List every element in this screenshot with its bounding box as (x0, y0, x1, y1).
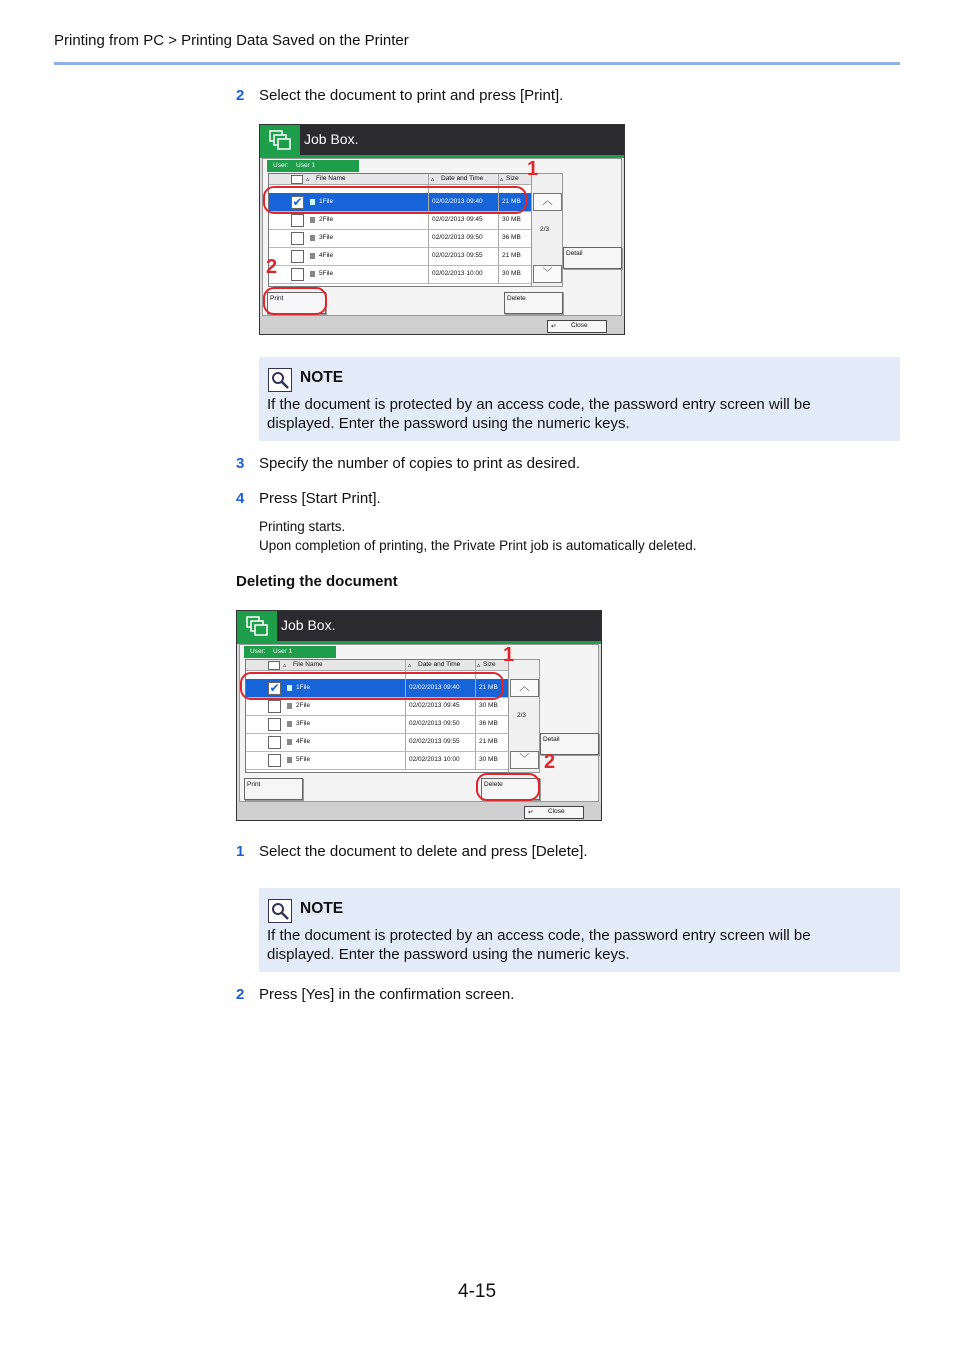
file-icon (310, 235, 315, 241)
step-text: Press [Start Print]. (259, 490, 381, 507)
scroll-panel (508, 659, 540, 773)
job-box-icon (237, 611, 277, 641)
file-name: 4File (319, 252, 334, 259)
highlight-ring (240, 672, 504, 700)
user-label: User: (273, 162, 289, 169)
callout-number: 2 (544, 751, 556, 773)
file-icon (310, 271, 315, 277)
file-date: 02/02/2013 09:45 (409, 702, 460, 709)
highlight-ring (263, 186, 527, 214)
page-number: 4-15 (458, 1281, 497, 1302)
sort-name-icon[interactable]: ▵ (283, 662, 287, 669)
result-text: Upon completion of printing, the Private Print job is automatically deleted. (259, 538, 697, 553)
file-size: 21 MB (502, 252, 521, 259)
file-date: 02/02/2013 09:50 (432, 234, 483, 241)
file-name: 2File (319, 216, 334, 223)
screen-footer (260, 316, 624, 334)
user-value: User 1 (296, 162, 316, 169)
file-name: 1File (296, 684, 311, 691)
note-box (259, 357, 900, 441)
note-body: If the document is protected by an access code, the password entry screen will be displayed. Enter the password using the numeric keys. (267, 396, 811, 432)
screen-title: Job Box. (281, 617, 336, 633)
highlight-ring (263, 287, 327, 315)
enter-icon: ↵ (528, 809, 534, 816)
enter-icon: ↵ (551, 323, 557, 330)
scroll-panel (531, 173, 563, 287)
scroll-down-button[interactable]: ﹀ (533, 265, 562, 283)
file-date: 02/02/2013 09:55 (432, 252, 483, 259)
file-date: 02/02/2013 10:00 (432, 270, 483, 277)
callout-number: 1 (527, 158, 539, 180)
table-row[interactable] (269, 247, 531, 266)
table-row[interactable] (246, 715, 508, 734)
column-file-name[interactable]: File Name (316, 175, 346, 182)
user-bar (244, 646, 336, 658)
page-indicator: 2/3 (540, 226, 550, 233)
note-title: NOTE (300, 900, 344, 917)
step-text: Specify the number of copies to print as desired. (259, 455, 581, 472)
file-size: 21 MB (479, 738, 498, 745)
user-bar (267, 160, 359, 172)
note-box (259, 888, 900, 972)
select-all-checkbox[interactable] (268, 661, 280, 670)
file-size: 30 MB (479, 756, 498, 763)
table-header (269, 174, 531, 185)
note-icon (268, 368, 292, 392)
file-date: 02/02/2013 09:40 (432, 198, 483, 205)
user-value: User 1 (273, 648, 293, 655)
sort-size-icon[interactable]: ▵ (477, 662, 481, 669)
file-name: 5File (319, 270, 334, 277)
sort-name-icon[interactable]: ▵ (306, 176, 310, 183)
file-size: 36 MB (479, 720, 498, 727)
file-name: 2File (296, 702, 311, 709)
sort-date-icon[interactable]: ▵ (431, 176, 435, 183)
file-date: 02/02/2013 09:55 (409, 738, 460, 745)
file-date: 02/02/2013 09:50 (409, 720, 460, 727)
delete-button[interactable]: Delete (481, 778, 540, 800)
step-number: 2 (236, 986, 245, 1003)
table-row[interactable] (246, 751, 508, 770)
row-checkbox[interactable] (268, 700, 281, 713)
file-name: 3File (319, 234, 334, 241)
file-icon (287, 739, 292, 745)
file-name: 5File (296, 756, 311, 763)
callout-number: 1 (503, 644, 515, 666)
file-size: 30 MB (502, 216, 521, 223)
page-indicator: 2/3 (517, 712, 527, 719)
screen-title: Job Box. (304, 131, 359, 147)
file-icon (287, 721, 292, 727)
close-button[interactable]: ↵ Close (524, 806, 584, 819)
table-row[interactable] (269, 229, 531, 248)
row-checkbox[interactable] (268, 718, 281, 731)
print-button[interactable]: Print (244, 778, 303, 800)
file-name: 4File (296, 738, 311, 745)
file-date: 02/02/2013 09:45 (432, 216, 483, 223)
row-checkbox[interactable] (268, 736, 281, 749)
screen-footer (237, 802, 601, 820)
file-icon (287, 703, 292, 709)
delete-button[interactable]: Delete (504, 292, 563, 314)
file-date: 02/02/2013 09:40 (409, 684, 460, 691)
row-checkbox[interactable]: ✔ (292, 195, 303, 209)
step-number: 2 (236, 87, 245, 104)
file-size: 21 MB (502, 198, 521, 205)
callout-number: 2 (266, 256, 278, 278)
note-body: If the document is protected by an access code, the password entry screen will be displayed. Enter the password using the numeric keys. (267, 927, 811, 963)
print-button[interactable]: Print (267, 292, 326, 314)
close-button[interactable]: ↵ Close (547, 320, 607, 333)
table-row[interactable] (269, 265, 531, 284)
sort-date-icon[interactable]: ▵ (408, 662, 412, 669)
row-checkbox[interactable] (291, 214, 304, 227)
table-row[interactable] (246, 733, 508, 752)
column-date-time[interactable]: Date and Time (441, 175, 484, 182)
file-name: 3File (296, 720, 311, 727)
job-box-icon (260, 125, 300, 155)
job-box-screen-delete (236, 610, 602, 821)
row-checkbox[interactable] (291, 268, 304, 281)
scroll-down-button[interactable]: ﹀ (510, 751, 539, 769)
column-file-name[interactable]: File Name (293, 661, 323, 668)
note-title: NOTE (300, 369, 344, 386)
step-text: Select the document to delete and press [Delete]. (259, 843, 588, 860)
section-heading: Deleting the document (236, 573, 398, 590)
scroll-up-button[interactable]: ︿ (533, 193, 562, 211)
file-date: 02/02/2013 10:00 (409, 756, 460, 763)
screen-title-bar (237, 611, 601, 641)
result-text: Printing starts. (259, 519, 346, 534)
file-icon (310, 217, 315, 223)
step-text: Select the document to print and press [Print]. (259, 87, 564, 104)
select-all-checkbox[interactable] (291, 175, 303, 184)
step-number: 4 (236, 490, 245, 507)
file-size: 30 MB (479, 702, 498, 709)
file-size: 21 MB (479, 684, 498, 691)
step-number: 3 (236, 455, 245, 472)
row-checkbox[interactable] (291, 232, 304, 245)
file-size: 36 MB (502, 234, 521, 241)
highlight-ring (476, 773, 540, 801)
file-name: 1File (319, 198, 334, 205)
column-date-time[interactable]: Date and Time (418, 661, 461, 668)
file-icon (287, 757, 292, 763)
scroll-up-button[interactable]: ︿ (510, 679, 539, 697)
detail-button[interactable]: Detail (563, 247, 622, 269)
row-checkbox[interactable] (291, 250, 304, 263)
screen-title-bar (260, 125, 624, 155)
column-size[interactable]: Size (483, 661, 496, 668)
step-number: 1 (236, 843, 245, 860)
column-size[interactable]: Size (506, 175, 519, 182)
file-icon (310, 253, 315, 259)
step-text: Press [Yes] in the confirmation screen. (259, 986, 515, 1003)
detail-button[interactable]: Detail (540, 733, 599, 755)
file-size: 30 MB (502, 270, 521, 277)
table-header (246, 660, 508, 671)
breadcrumb: Printing from PC > Printing Data Saved on the Printer (54, 32, 409, 49)
sort-size-icon[interactable]: ▵ (500, 176, 504, 183)
row-checkbox[interactable] (268, 754, 281, 767)
header-rule (54, 62, 900, 65)
note-icon (268, 899, 292, 923)
row-checkbox[interactable]: ✔ (269, 681, 280, 695)
user-label: User: (250, 648, 266, 655)
